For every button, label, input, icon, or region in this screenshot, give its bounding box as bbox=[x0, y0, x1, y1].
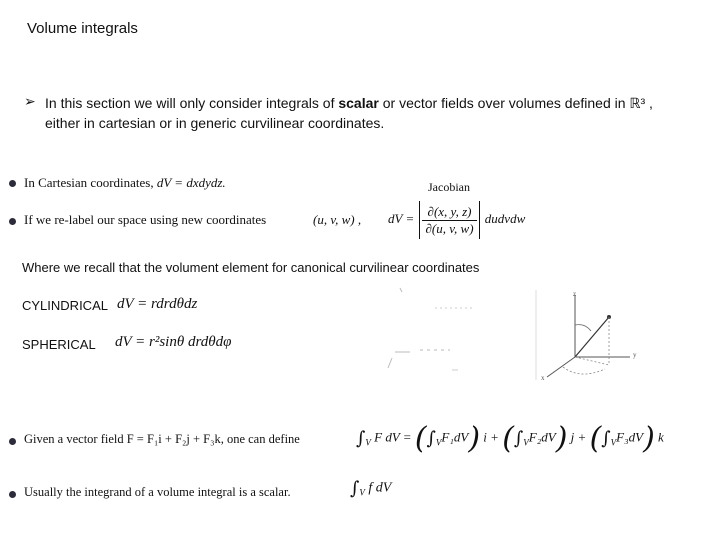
recall-text: Where we recall that the volument element for canonical curvilinear coordinates bbox=[22, 260, 480, 275]
scalar-formula: f dV bbox=[368, 480, 392, 496]
paren-open-icon: ( bbox=[414, 421, 427, 456]
intro-text bbox=[45, 93, 685, 133]
bullet-icon bbox=[9, 438, 16, 445]
relabel-dv: dV = bbox=[388, 210, 415, 226]
jacobian-numerator: ∂(x, y, z) bbox=[422, 204, 476, 221]
cartesian-label: In Cartesian coordinates, bbox=[24, 175, 154, 190]
integral-icon: ∫ bbox=[350, 478, 360, 499]
paren-open-icon: ( bbox=[502, 421, 514, 456]
vector-field-label: Given a vector field F = F₁i + F₂j + F₃k, one can define bbox=[24, 432, 300, 446]
jacobian-denominator: ∂(u, v, w) bbox=[425, 220, 474, 236]
integral-icon: ∫ bbox=[513, 428, 524, 449]
radius-vector bbox=[575, 317, 609, 357]
intro-pre: In this section we will only consider integrals of bbox=[45, 95, 339, 111]
relabel-tail: dudvdw bbox=[484, 210, 526, 226]
vf-unit2: j + bbox=[570, 429, 587, 445]
vf-lhs: F dV = bbox=[374, 429, 412, 445]
page-title: Volume integrals bbox=[27, 20, 138, 37]
abs-bar-right bbox=[479, 201, 480, 239]
paren-close-icon: ) bbox=[555, 421, 568, 456]
vf-unit1: i + bbox=[483, 429, 499, 445]
cylindrical-label: CYLINDRICAL bbox=[22, 298, 108, 313]
integral-icon: ∫ bbox=[356, 428, 366, 449]
bullet-icon bbox=[9, 491, 16, 498]
intro-bold: scalar bbox=[338, 95, 379, 111]
scalar-label: Usually the integrand of a volume integral is a scalar. bbox=[24, 485, 291, 499]
arrow-bullet-icon: ➢ bbox=[24, 93, 36, 109]
cartesian-line bbox=[24, 175, 226, 191]
paren-close-icon: ) bbox=[468, 421, 481, 456]
z-axis-label: z bbox=[573, 290, 577, 298]
relabel-coords: (u, v, w) , bbox=[313, 212, 362, 227]
abs-bar-left bbox=[419, 201, 420, 239]
jacobian-fraction bbox=[422, 204, 476, 237]
spherical-label: SPHERICAL bbox=[22, 337, 96, 352]
paren-close-icon: ) bbox=[643, 421, 655, 456]
cartesian-formula: dV = dxdydz. bbox=[156, 175, 226, 190]
integral-sub: V bbox=[523, 437, 529, 448]
bullet-icon bbox=[9, 180, 16, 187]
paren-open-icon: ( bbox=[589, 421, 602, 456]
vector-integral-formula bbox=[356, 421, 664, 456]
integral-sub: V bbox=[435, 437, 442, 448]
x-axis-label: x bbox=[541, 374, 545, 382]
y-axis-label: y bbox=[633, 351, 637, 359]
scalar-integral-formula bbox=[350, 478, 391, 499]
integral-sub: V bbox=[610, 437, 617, 448]
intro-post: or vector fields over volumes defined in ℝ³ , either in cartesian or in generic curvilinear coordinates. bbox=[45, 95, 653, 131]
vf-unit3: k bbox=[658, 429, 664, 445]
integral-icon: ∫ bbox=[426, 428, 436, 449]
integral-icon: ∫ bbox=[601, 428, 611, 449]
spherical-coordinates-diagram bbox=[535, 285, 645, 385]
faint-formula-fragments bbox=[380, 280, 500, 380]
cylindrical-formula: dV = rdrdθdz bbox=[117, 296, 198, 312]
bullet-icon bbox=[9, 218, 16, 225]
integral-sub: V bbox=[365, 437, 371, 448]
spherical-formula: dV = r²sinθ drdθdφ bbox=[115, 334, 232, 350]
jacobian-formula bbox=[388, 201, 525, 239]
vf-term2: F₂dV bbox=[528, 429, 556, 445]
vf-term1: F₁dV bbox=[441, 429, 469, 445]
integral-sub: V bbox=[359, 487, 365, 498]
relabel-label: If we re-label our space using new coordinates bbox=[24, 212, 267, 227]
x-axis bbox=[547, 357, 575, 377]
jacobian-label: Jacobian bbox=[428, 180, 470, 194]
vf-term3: F₃dV bbox=[616, 429, 644, 445]
